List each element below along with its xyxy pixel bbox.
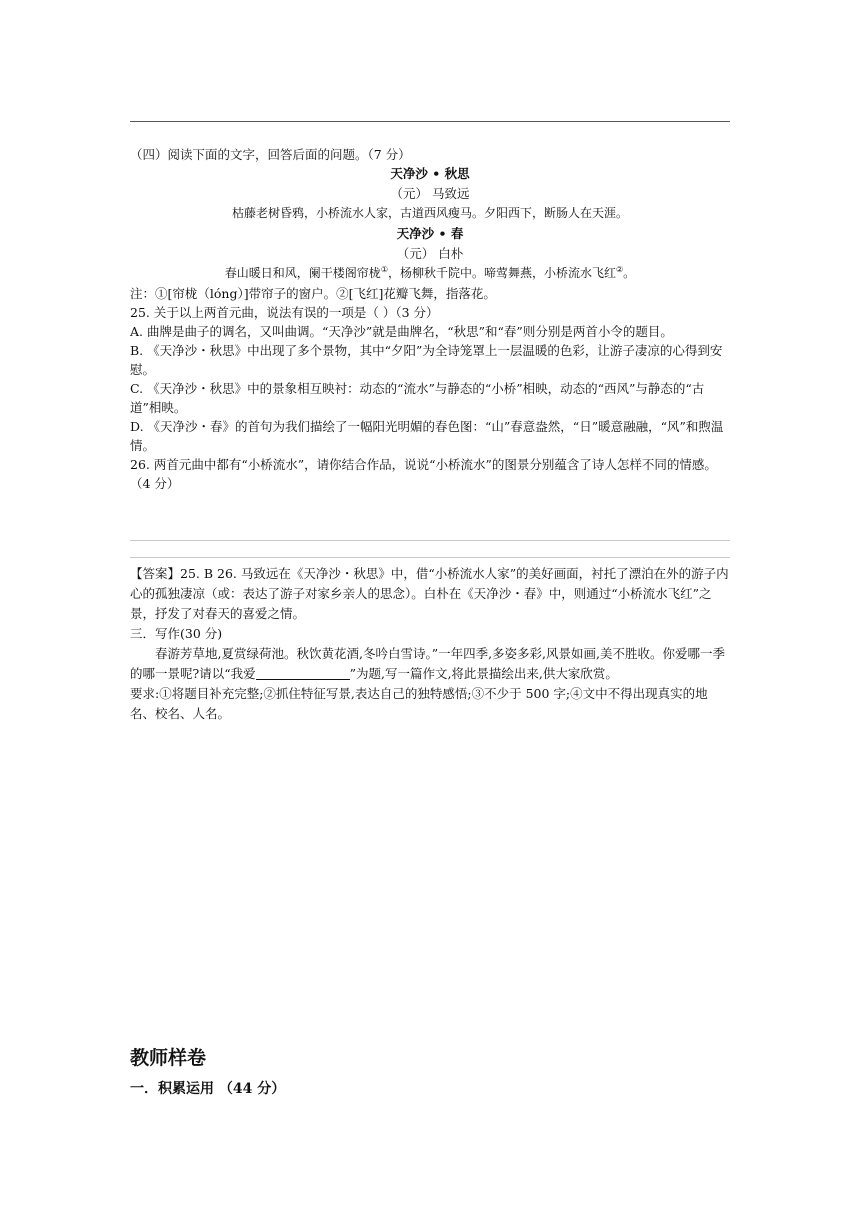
- header-rule: [130, 121, 730, 122]
- writing-heading: 三．写作(30 分): [130, 626, 223, 641]
- poem-notes: 注：①[帘栊（lóng）]带帘子的窗户。②[飞红]花瓣飞舞，指落花。: [130, 286, 496, 301]
- teacher-sample-title: 教师样卷: [130, 1047, 207, 1069]
- question-25-option-b: B. 《天净沙・秋思》中出现了多个景物，其中“夕阳”为全诗笼罩上一层温暖的色彩，让游子凄凉的心得到安慰。: [130, 343, 723, 377]
- poem1-author: （元） 马致远: [390, 186, 470, 201]
- title-blank: [256, 667, 350, 680]
- question-25-stem: 25. 关于以上两首元曲，说法有误的一项是（ ）（3 分）: [130, 305, 439, 320]
- reading-section: [130, 145, 730, 493]
- question-25-option-d: D. 《天净沙・春》的首句为我们描绘了一幅阳光明媚的春色图：“山”春意盎然，“日”暖意融融，“风”和煦温情。: [130, 419, 724, 453]
- question-25-option-a: A. 曲牌是曲子的调名，又叫曲调。“天净沙”就是曲牌名，“秋思”和“春”则分别是两首小令的题目。: [130, 324, 673, 339]
- question-25-option-c: C. 《天净沙・秋思》中的景象相互映衬：动态的“流水”与静态的“小桥”相映，动态的“西风”与静态的“古道”相映。: [130, 381, 705, 415]
- answer-text: 【答案】25. B 26. 马致远在《天净沙・秋思》中，借“小桥流水人家”的美好画面，衬托了漂泊在外的游子内心的孤独凄凉（或：表达了游子对家乡亲人的思念）。白朴在《天净沙・春》中，则通过“小桥流水飞红”之景，抒发了对春天的喜爱之情。: [130, 566, 729, 621]
- poem2-text: 春山暖日和风，阑干楼阁帘栊①，杨柳秋千院中。啼莺舞燕，小桥流水飞红②。: [224, 265, 636, 280]
- poem1-text: 枯藤老树昏鸦，小桥流水人家，古道西风瘦马。夕阳西下，断肠人在天涯。: [231, 206, 628, 220]
- question-26: 26. 两首元曲中都有“小桥流水”，请你结合作品，说说“小桥流水”的图景分别蕴含了诗人怎样不同的情感。（4 分）: [130, 457, 717, 491]
- poem1-title: 天净沙 • 秋思: [390, 166, 470, 181]
- section-1-heading: 一．积累运用 （44 分）: [130, 1081, 286, 1097]
- answer-and-writing: [130, 564, 730, 724]
- answer-line-1: [130, 540, 730, 541]
- writing-requirements: 要求:①将题目补充完整;②抓住特征写景,表达自己的独特感悟;③不少于 500 字;④文中不得出现真实的地名、校名、人名。: [130, 686, 708, 721]
- answer-line-2: [130, 557, 730, 558]
- poem2-title: 天净沙 • 春: [396, 226, 464, 241]
- section-intro: （四）阅读下面的文字，回答后面的问题。（7 分）: [130, 147, 411, 162]
- writing-prompt: 春游芳草地,夏赏绿荷池。秋饮黄花酒,冬吟白雪诗。”一年四季,多姿多彩,风景如画,美不胜收。你爱哪一季的哪一景呢?请以“我爱 ”为题,写一篇作文,将此景描绘出来,供大家欣赏。: [130, 646, 726, 681]
- poem2-author: （元） 白朴: [396, 246, 464, 261]
